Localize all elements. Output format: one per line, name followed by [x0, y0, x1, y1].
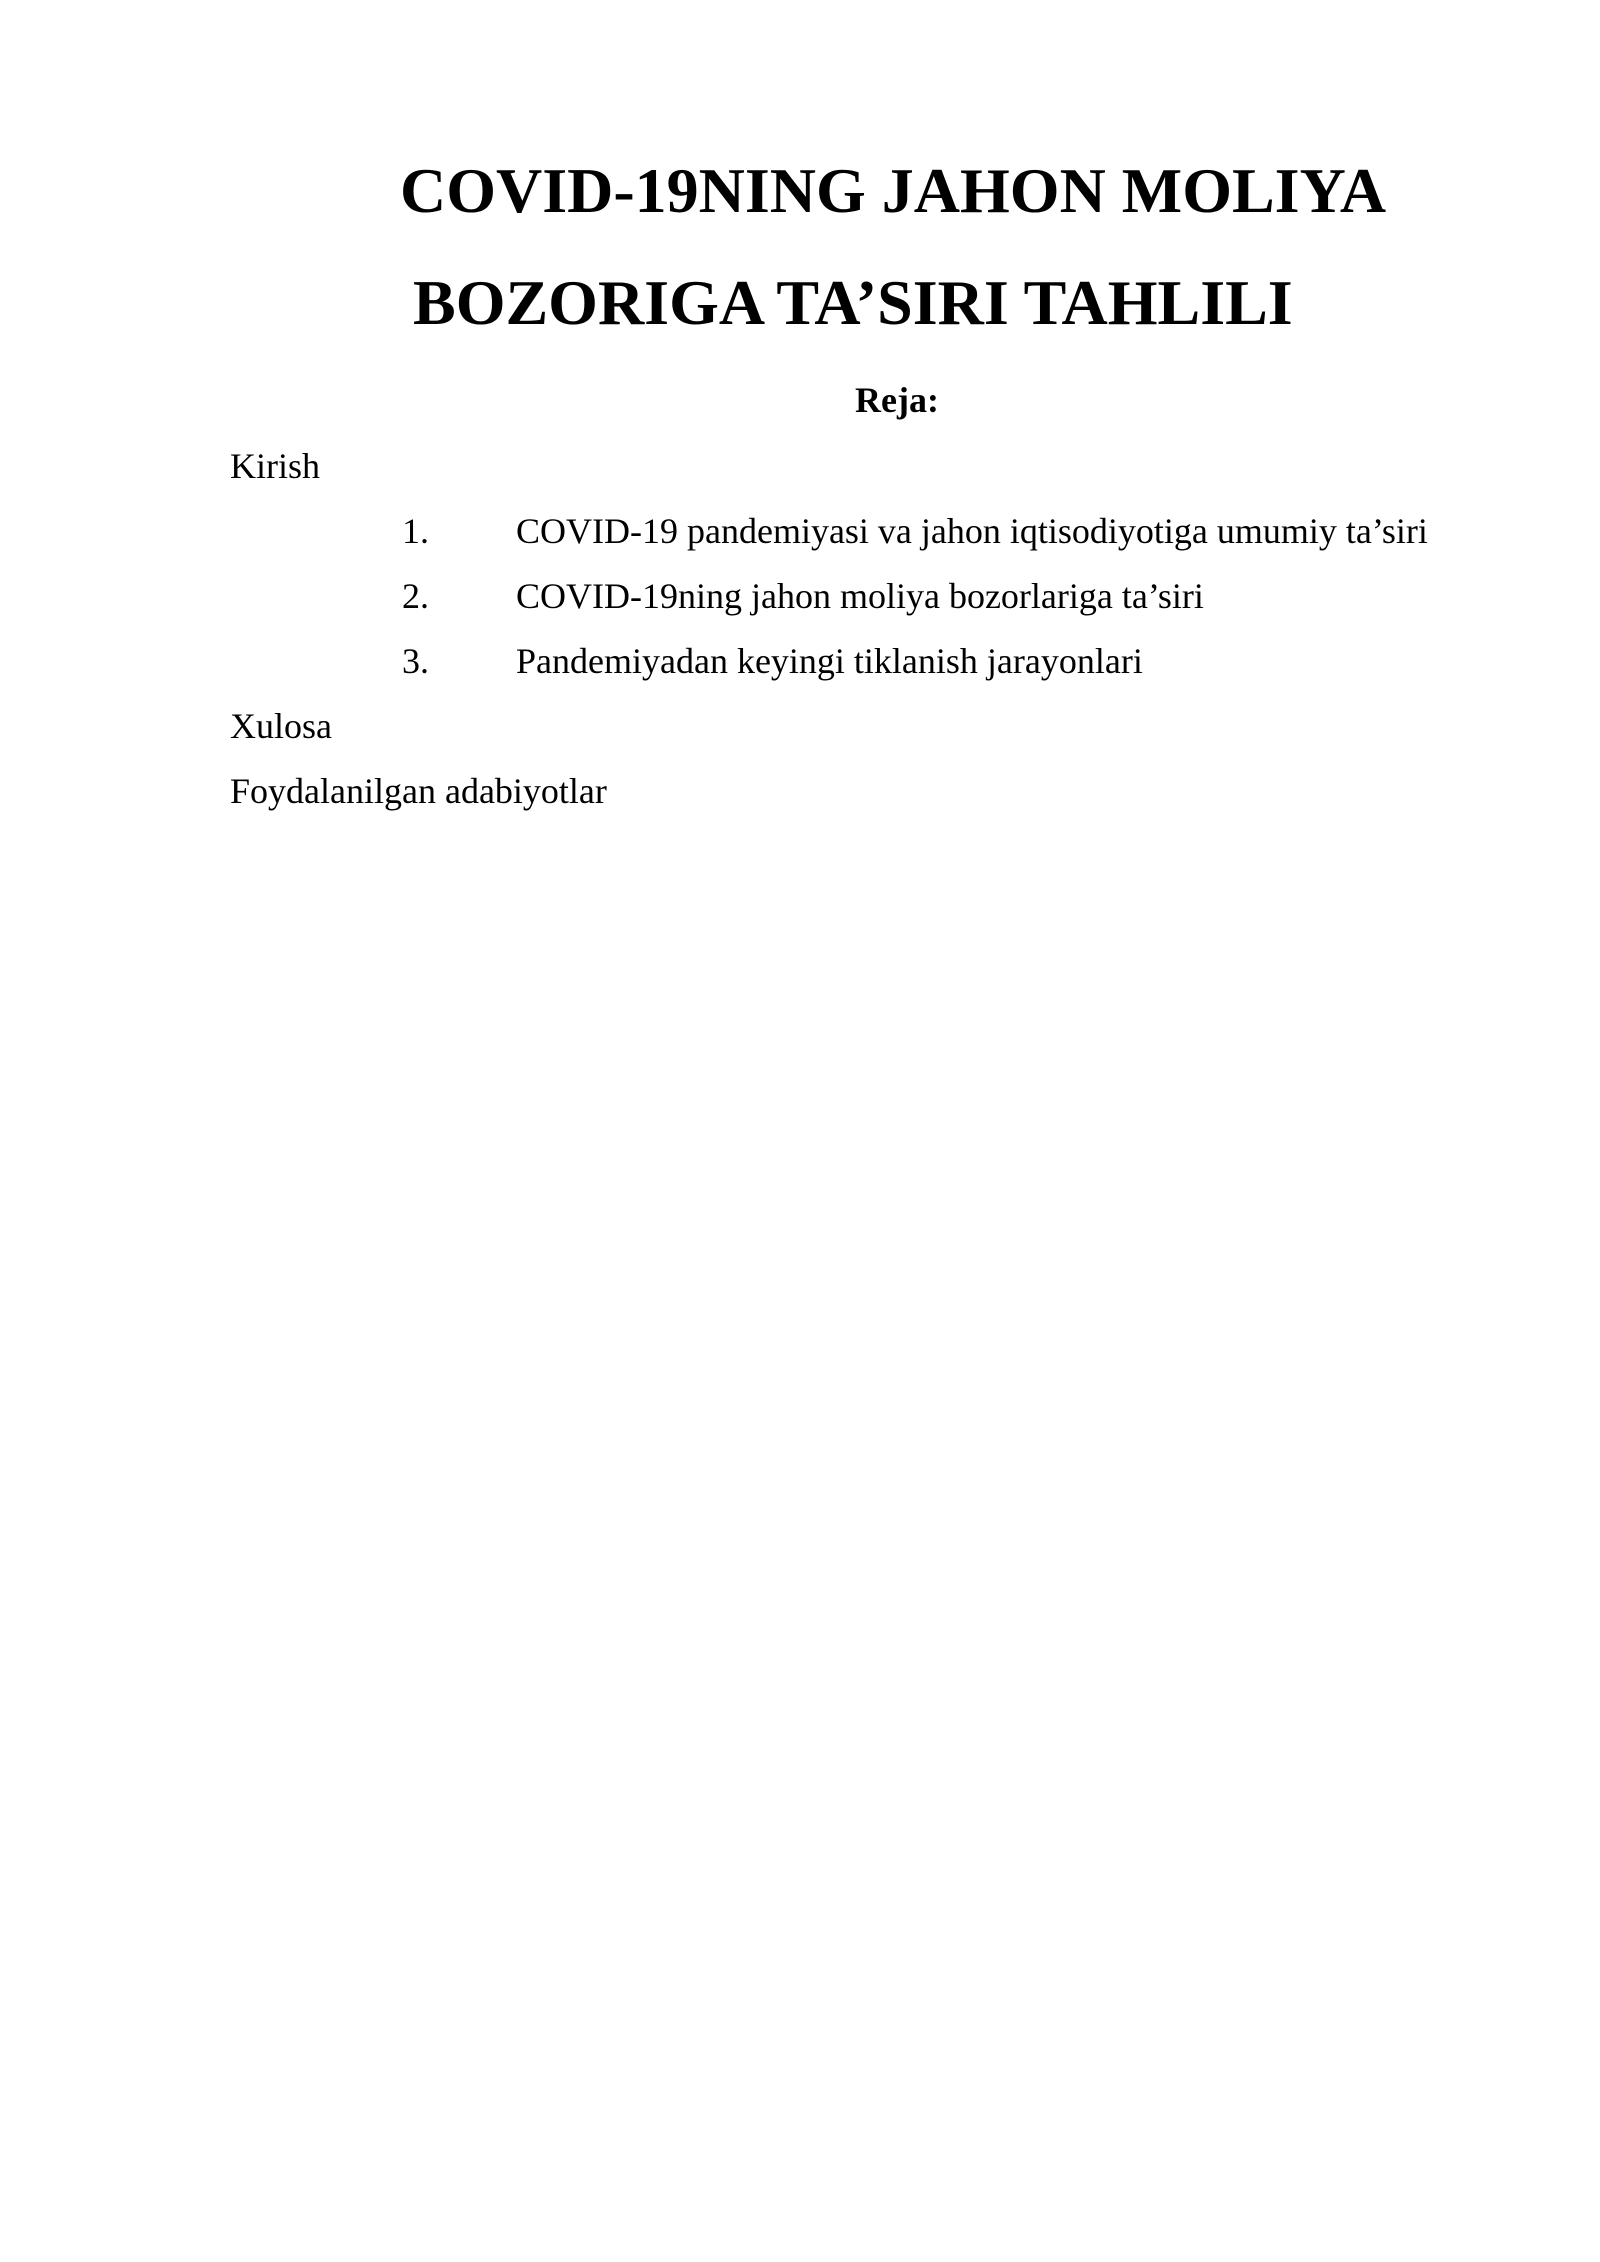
document-title-line-1: COVID-19NING JAHON MOLIYA	[400, 155, 1387, 226]
list-item-number: 2.	[402, 576, 429, 616]
references-entry: Foydalanilgan adabiyotlar	[230, 771, 607, 811]
intro-entry: Kirish	[230, 446, 320, 486]
plan-heading: Reja:	[855, 380, 939, 420]
list-item-number: 1.	[402, 511, 429, 551]
list-item-text: COVID-19 pandemiyasi va jahon iqtisodiyotiga umumiy ta’siri	[516, 511, 1428, 551]
document-title-line-2: BOZORIGA TA’SIRI TAHLILI	[413, 267, 1293, 338]
list-item-text: COVID-19ning jahon moliya bozorlariga ta’siri	[516, 576, 1204, 616]
list-item-text: Pandemiyadan keyingi tiklanish jarayonlari	[516, 641, 1143, 681]
list-item-number: 3.	[402, 641, 429, 681]
conclusion-entry: Xulosa	[230, 706, 332, 746]
